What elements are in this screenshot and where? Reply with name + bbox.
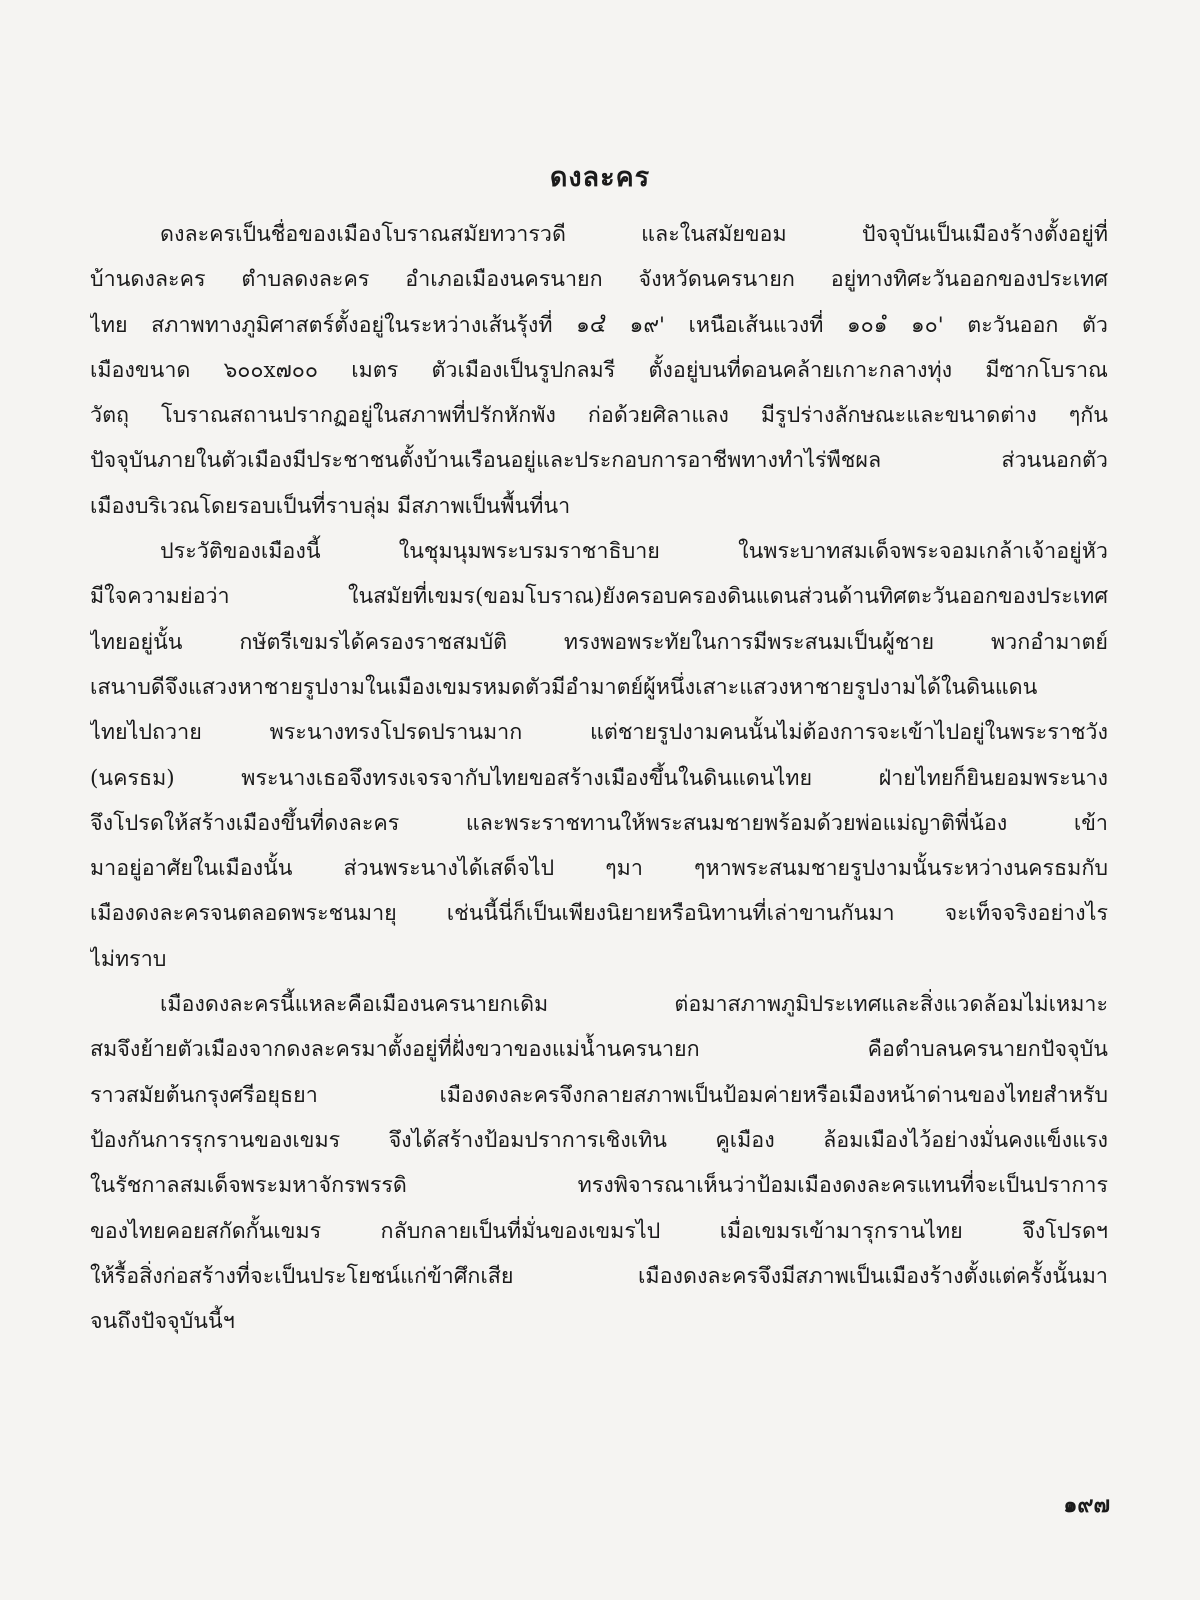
text-line: สมจึงย้ายตัวเมืองจากดงละครมาตั้งอยู่ที่ฝั่งขวาของแม่น้ำนครนายก คือตำบลนครนายกปัจจุบัน [90,1037,1108,1063]
text-line: ไทยอยู่นั้น กษัตรีเขมรได้ครองราชสมบัติ ทรงพอพระทัยในการมีพระสนมเป็นผู้ชาย พวกอำมาตย์ [90,629,1108,655]
text-line: ราวสมัยต้นกรุงศรีอยุธยา เมืองดงละครจึงกลายสภาพเป็นป้อมค่ายหรือเมืองหน้าด่านของไทยสำหรับ [90,1082,1108,1108]
text-line: มาอยู่อาศัยในเมืองนั้น ส่วนพระนางได้เสด็จไป ๆมา ๆหาพระสนมชายรูปงามนั้นระหว่างนครธมกับ [90,856,1108,882]
page-title: ดงละคร [549,162,651,193]
text-line: เมืองดงละครจนตลอดพระชนมายุ เช่นนี้นี่ก็เป็นเพียงนิยายหรือนิทานที่เล่าขานกันมา จะเท็จจริงอย่างไร [90,901,1108,927]
text-line: ให้รื้อสิ่งก่อสร้างที่จะเป็นประโยชน์แก่ข้าศึกเสีย เมืองดงละครจึงมีสภาพเป็นเมืองร้างตั้งแต่ครั้งนั้นมา [90,1263,1108,1289]
text-line: ในรัชกาลสมเด็จพระมหาจักรพรรดิ ทรงพิจารณาเห็นว่าป้อมเมืองดงละครแทนที่จะเป็นปราการ [90,1173,1108,1199]
text-line: เสนาบดีจึงแสวงหาชายรูปงามในเมืองเขมรหมดตัวมีอำมาตย์ผู้หนึ่งเสาะแสวงหาชายรูปงามได้ในดินแดน [90,674,1038,700]
text-line: ของไทยคอยสกัดกั้นเขมร กลับกลายเป็นที่มั่นของเขมรไป เมื่อเขมรเข้ามารุกรานไทย จึงโปรดฯ [90,1218,1108,1244]
text-line: ไทยไปถวาย พระนางทรงโปรดปรานมาก แต่ชายรูปงามคนนั้นไม่ต้องการจะเข้าไปอยู่ในพระราชวัง [90,720,1108,746]
text-line: เมืองดงละครนี้แหละคือเมืองนครนายกเดิม ต่อมาสภาพภูมิประเทศและสิ่งแวดล้อมไม่เหมาะ [160,992,1108,1018]
body-text [90,212,1108,1344]
text-line: จึงโปรดให้สร้างเมืองขึ้นที่ดงละคร และพระราชทานให้พระสนมชายพร้อมด้วยพ่อแม่ญาติพี่น้อง เข้า [90,810,1108,836]
text-line: ไทย สภาพทางภูมิศาสตร์ตั้งอยู่ในระหว่างเส้นรุ้งที่ ๑๔ํ ๑๙' เหนือเส้นแวงที่ ๑๐๑ํ ๑๐' ตะวันออก ตัว [90,312,1108,338]
page-number: ๑๙๗ [1063,1492,1110,1518]
text-line: มีใจความย่อว่า ในสมัยที่เขมร(ขอมโบราณ)ยังครอบครองดินแดนส่วนด้านทิศตะวันออกของประเทศ [90,584,1108,610]
text-line: บ้านดงละคร ตำบลดงละคร อำเภอเมืองนครนายก จังหวัดนครนายก อยู่ทางทิศะวันออกของประเทศ [90,267,1108,293]
text-line: ปัจจุบันภายในตัวเมืองมีประชาชนตั้งบ้านเรือนอยู่และประกอบการอาชีพทางทำไร่พืชผล ส่วนนอกตัว [90,448,1108,474]
text-line: ประวัติของเมืองนี้ ในชุมนุมพระบรมราชาธิบาย ในพระบาทสมเด็จพระจอมเกล้าเจ้าอยู่หัว [160,539,1108,565]
text-line: ป้องกันการรุกรานของเขมร จึงได้สร้างป้อมปราการเชิงเทิน คูเมือง ล้อมเมืองไว้อย่างมั่นคงแข็งแรง [90,1127,1108,1153]
text-line: วัตถุ โบราณสถานปรากฏอยู่ในสภาพที่ปรักหักพัง ก่อด้วยศิลาแลง มีรูปร่างลักษณะและขนาดต่าง ๆกัน [90,403,1108,429]
text-line: เมืองขนาด ๖๐๐x๗๐๐ เมตร ตัวเมืองเป็นรูปกลมรี ตั้งอยู่บนที่ดอนคล้ายเกาะกลางทุ่ง มีซากโบราณ [90,357,1108,383]
text-line: ดงละครเป็นชื่อของเมืองโบราณสมัยทวารวดี และในสมัยขอม ปัจจุบันเป็นเมืองร้างตั้งอยู่ที่ [160,222,1108,247]
text-line: จนถึงปัจจุบันนี้ฯ [90,1309,235,1335]
text-line: ไม่ทราบ [90,946,167,972]
text-line: (นครธม) พระนางเธอจึงทรงเจรจากับไทยขอสร้างเมืองขึ้นในดินแดนไทย ฝ่ายไทยก็ยินยอมพระนาง [90,765,1108,791]
text-line: เมืองบริเวณโดยรอบเป็นที่ราบลุ่ม มีสภาพเป็นพื้นที่นา [90,493,571,519]
